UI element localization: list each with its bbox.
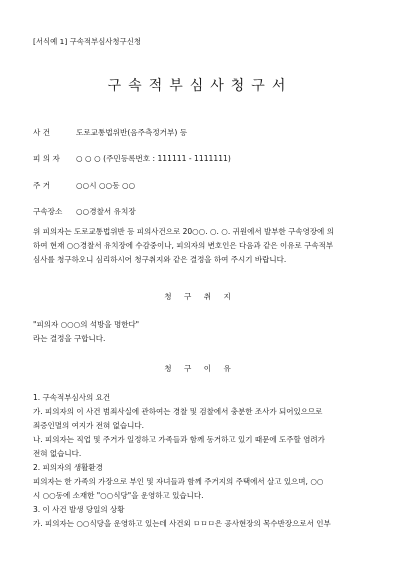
suspect-label: 피 의 자 xyxy=(33,154,60,163)
reason-paragraph xyxy=(33,391,368,531)
reason-line: 시 ○○동에 소재한 "○○식당"을 운영하고 있습니다. xyxy=(33,491,204,500)
suspect-value: ○ ○ ○ (주민등록번호 : 111111 - 1111111) xyxy=(76,154,231,163)
residence-value: ○○시 ○○동 ○○ xyxy=(76,181,136,190)
detention-place-label: 구속장소 xyxy=(33,207,63,216)
reason-line: 2. 피의자의 생활환경 xyxy=(33,463,103,472)
purpose-line: 라는 결정을 구합니다. xyxy=(33,334,106,343)
reason-line: 나. 피의자는 직업 및 주거가 일정하고 가족들과 함께 동거하고 있기 때문에 도주할 염려가 xyxy=(33,435,325,444)
intro-line: 위 피의자는 도로교통법위반 등 피의사건으로 20○○. ○. ○. 귀원에서 발부한 구속영장에 의 xyxy=(33,227,334,236)
purpose-section-title: 청 구 취 지 xyxy=(164,292,236,301)
intro-paragraph xyxy=(33,225,368,267)
reason-line: 피의자는 한 가족의 가장으로 부인 및 자녀들과 함께 주거지의 주택에서 살고 있으며, ○○ xyxy=(33,477,324,486)
reason-line: 3. 이 사건 발생 당일의 상황 xyxy=(33,505,125,514)
case-value: 도로교통법위반(음주측정거부) 등 xyxy=(76,128,188,137)
reason-line: 1. 구속적부심사의 요건 xyxy=(33,393,111,402)
reason-line: 가. 피의자의 이 사건 범죄사실에 관하여는 경찰 및 검찰에서 충분한 조사가 되어있으므로 xyxy=(33,407,323,416)
intro-line: 심사를 청구하오니 심리하시어 청구취지와 같은 결정을 하여 주시기 바랍니다. xyxy=(33,255,287,264)
document-title: 구속적부심사청구서 xyxy=(107,78,293,94)
detention-place-value: ○○경찰서 유치장 xyxy=(76,207,136,216)
intro-line: 하여 현재 ○○경찰서 유치장에 수감중이나, 피의자의 변호인은 다음과 같은 이유로 구속적부 xyxy=(33,241,334,250)
purpose-paragraph xyxy=(33,318,368,346)
case-label: 사 건 xyxy=(33,128,51,137)
reason-line: 죄증인멸의 여지가 전혀 없습니다. xyxy=(33,421,144,430)
reason-section-title: 청 구 이 유 xyxy=(164,364,236,373)
reason-line: 가. 피의자는 ○○식당을 운영하고 있는데 사건외 ㅁㅁㅁ은 공사현장의 목수반장으로서 인부 xyxy=(33,519,331,528)
form-label: [서식예 1] 구속적부심사청구신청 xyxy=(33,37,141,46)
reason-line: 전혀 없습니다. xyxy=(33,449,82,458)
residence-label: 주 거 xyxy=(33,181,51,190)
purpose-line: "피의자 ○○○의 석방을 명한다" xyxy=(33,320,140,329)
